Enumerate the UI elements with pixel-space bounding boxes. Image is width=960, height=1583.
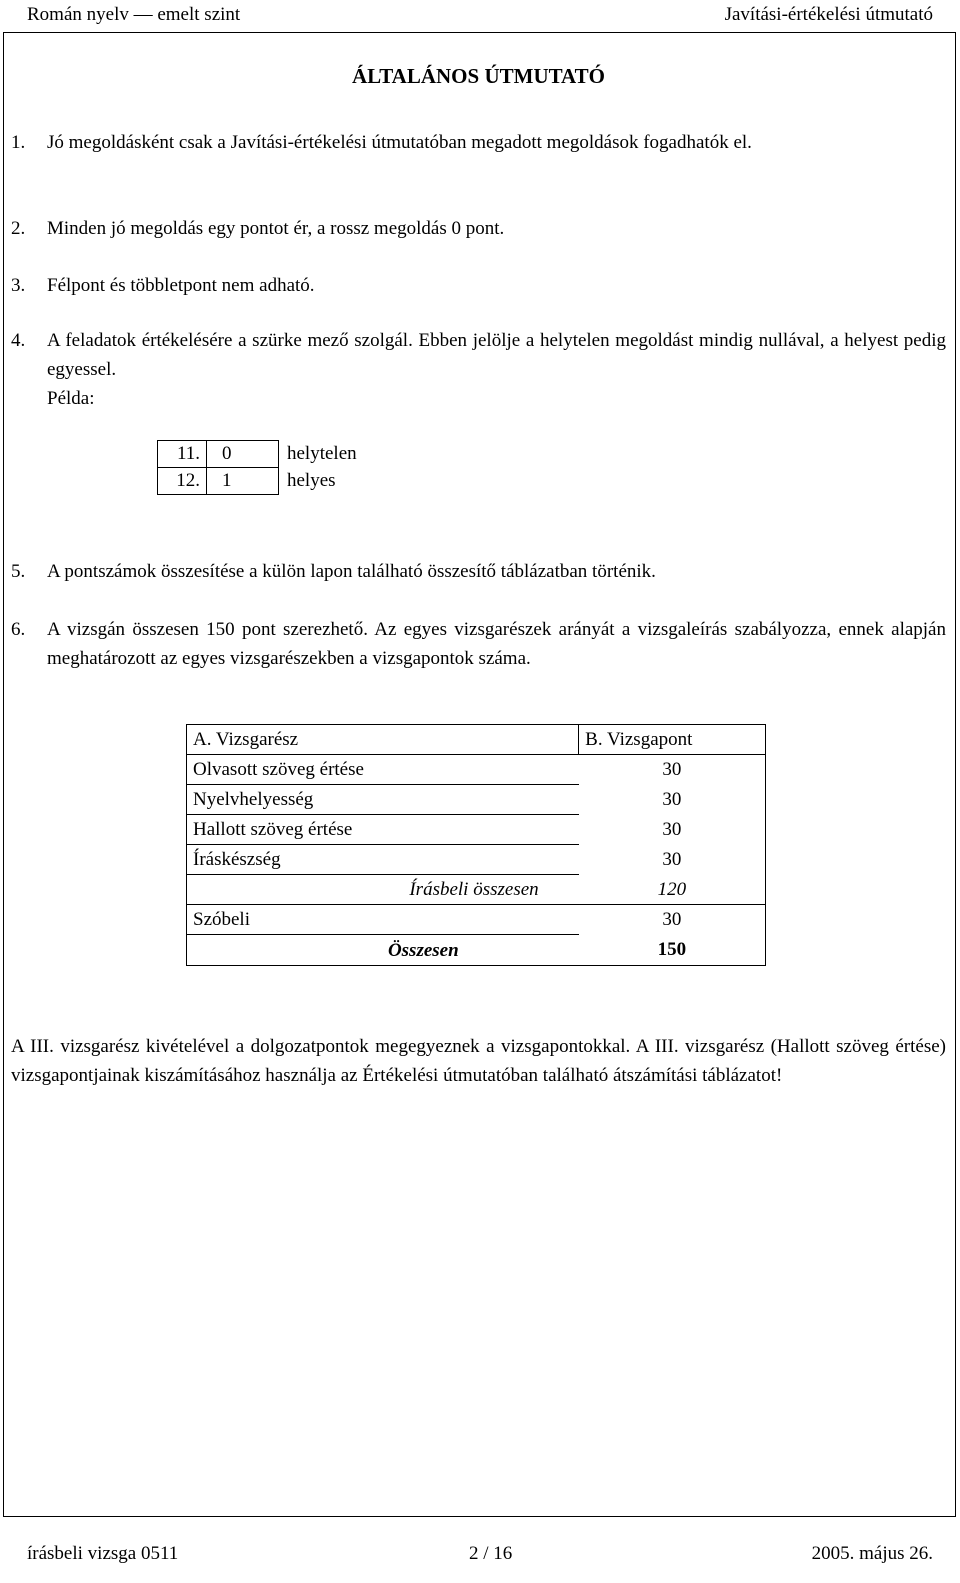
example-table [157, 440, 362, 495]
example-label-text: helyes [287, 470, 336, 491]
subtotal-points: 120 [579, 875, 766, 905]
table-row [187, 845, 766, 875]
column-header-part: A. Vizsgarész [187, 725, 579, 755]
table-row [187, 785, 766, 815]
list-item-text: Félpont és többletpont nem adható. [47, 275, 315, 296]
list-item-1 [11, 128, 946, 157]
row-part: Hallott szöveg értése [187, 815, 579, 845]
list-item-5 [11, 557, 946, 586]
footer-page-number: 2 / 16 [469, 1543, 513, 1564]
example-value: 0 [207, 441, 279, 468]
example-row [158, 441, 362, 468]
list-item-number: 6. [11, 619, 26, 640]
score-table-header [187, 725, 766, 755]
footer-exam: írásbeli vizsga 0511 [27, 1543, 179, 1564]
header-doc-type: Javítási-értékelési útmutató [724, 4, 933, 25]
row-part: Íráskészség [187, 845, 579, 875]
list-item-text: Minden jó megoldás egy pontot ér, a rossz megoldás 0 pont. [47, 218, 505, 239]
example-number: 11. [158, 441, 207, 468]
list-item-text: A vizsgán összesen 150 pont szerezhető. Az egyes vizsgarészek arányát a vizsgaleírás szabályozza, ennek alapján meghatározott az egyes vizsgarészekben a vizsgapontok száma. [47, 619, 946, 669]
row-part: Nyelvhelyesség [187, 785, 579, 815]
list-item-3 [11, 271, 946, 300]
list-item-number: 2. [11, 218, 26, 239]
subtotal-label: Írásbeli összesen [187, 875, 579, 905]
list-item-6 [11, 615, 946, 669]
table-row [187, 755, 766, 785]
list-item-4 [11, 326, 946, 380]
total-row [187, 935, 766, 966]
row-points: 30 [662, 819, 682, 840]
list-item-text: Jó megoldásként csak a Javítási-értékelési útmutatóban megadott megoldások fogadhatók el. [47, 132, 752, 153]
table-row [187, 815, 766, 845]
score-table [186, 724, 766, 966]
example-number: 12. [158, 468, 207, 495]
row-points: 30 [662, 849, 682, 870]
example-row [158, 468, 362, 495]
example-value: 1 [207, 468, 279, 495]
list-item-text: A pontszámok összesítése a külön lapon található összesítő táblázatban történik. [47, 561, 656, 582]
list-item-number: 5. [11, 561, 26, 582]
list-item-number: 4. [11, 330, 26, 351]
subtotal-row [187, 875, 766, 905]
closing-paragraph: A III. vizsgarész kivételével a dolgozatpontok megegyeznek a vizsgapontokkal. A III. vizsgarész (Hallott szöveg értése) vizsgapontjainak kiszámításához használja az Értékelési útmutatóban található átszámítási táblázatot! [11, 1036, 946, 1086]
footer-date: 2005. május 26. [811, 1543, 933, 1564]
header-subject: Román nyelv — emelt szint [27, 4, 241, 25]
table-row [187, 905, 766, 935]
row-points: 30 [662, 759, 682, 781]
list-item-number: 3. [11, 275, 26, 296]
row-points: 30 [662, 789, 682, 810]
total-label: Összesen [387, 939, 459, 961]
column-header-points: B. Vizsgapont [579, 725, 766, 755]
row-points: 30 [662, 909, 682, 931]
total-points: 150 [657, 939, 687, 961]
example-label-text: helytelen [287, 443, 357, 464]
list-item-text: A feladatok értékelésére a szürke mező szolgál. Ebben jelölje a helytelen megoldást mindig nullával, a helyest pedig egyessel. [47, 330, 946, 380]
list-item-number: 1. [11, 132, 26, 153]
page-title: ÁLTALÁNOS ÚTMUTATÓ [351, 64, 605, 88]
row-part: Szóbeli [187, 905, 579, 935]
page-header [27, 3, 933, 31]
example-label: Példa: [47, 388, 95, 409]
list-item-2 [11, 214, 946, 243]
row-part: Olvasott szöveg értése [187, 755, 579, 785]
